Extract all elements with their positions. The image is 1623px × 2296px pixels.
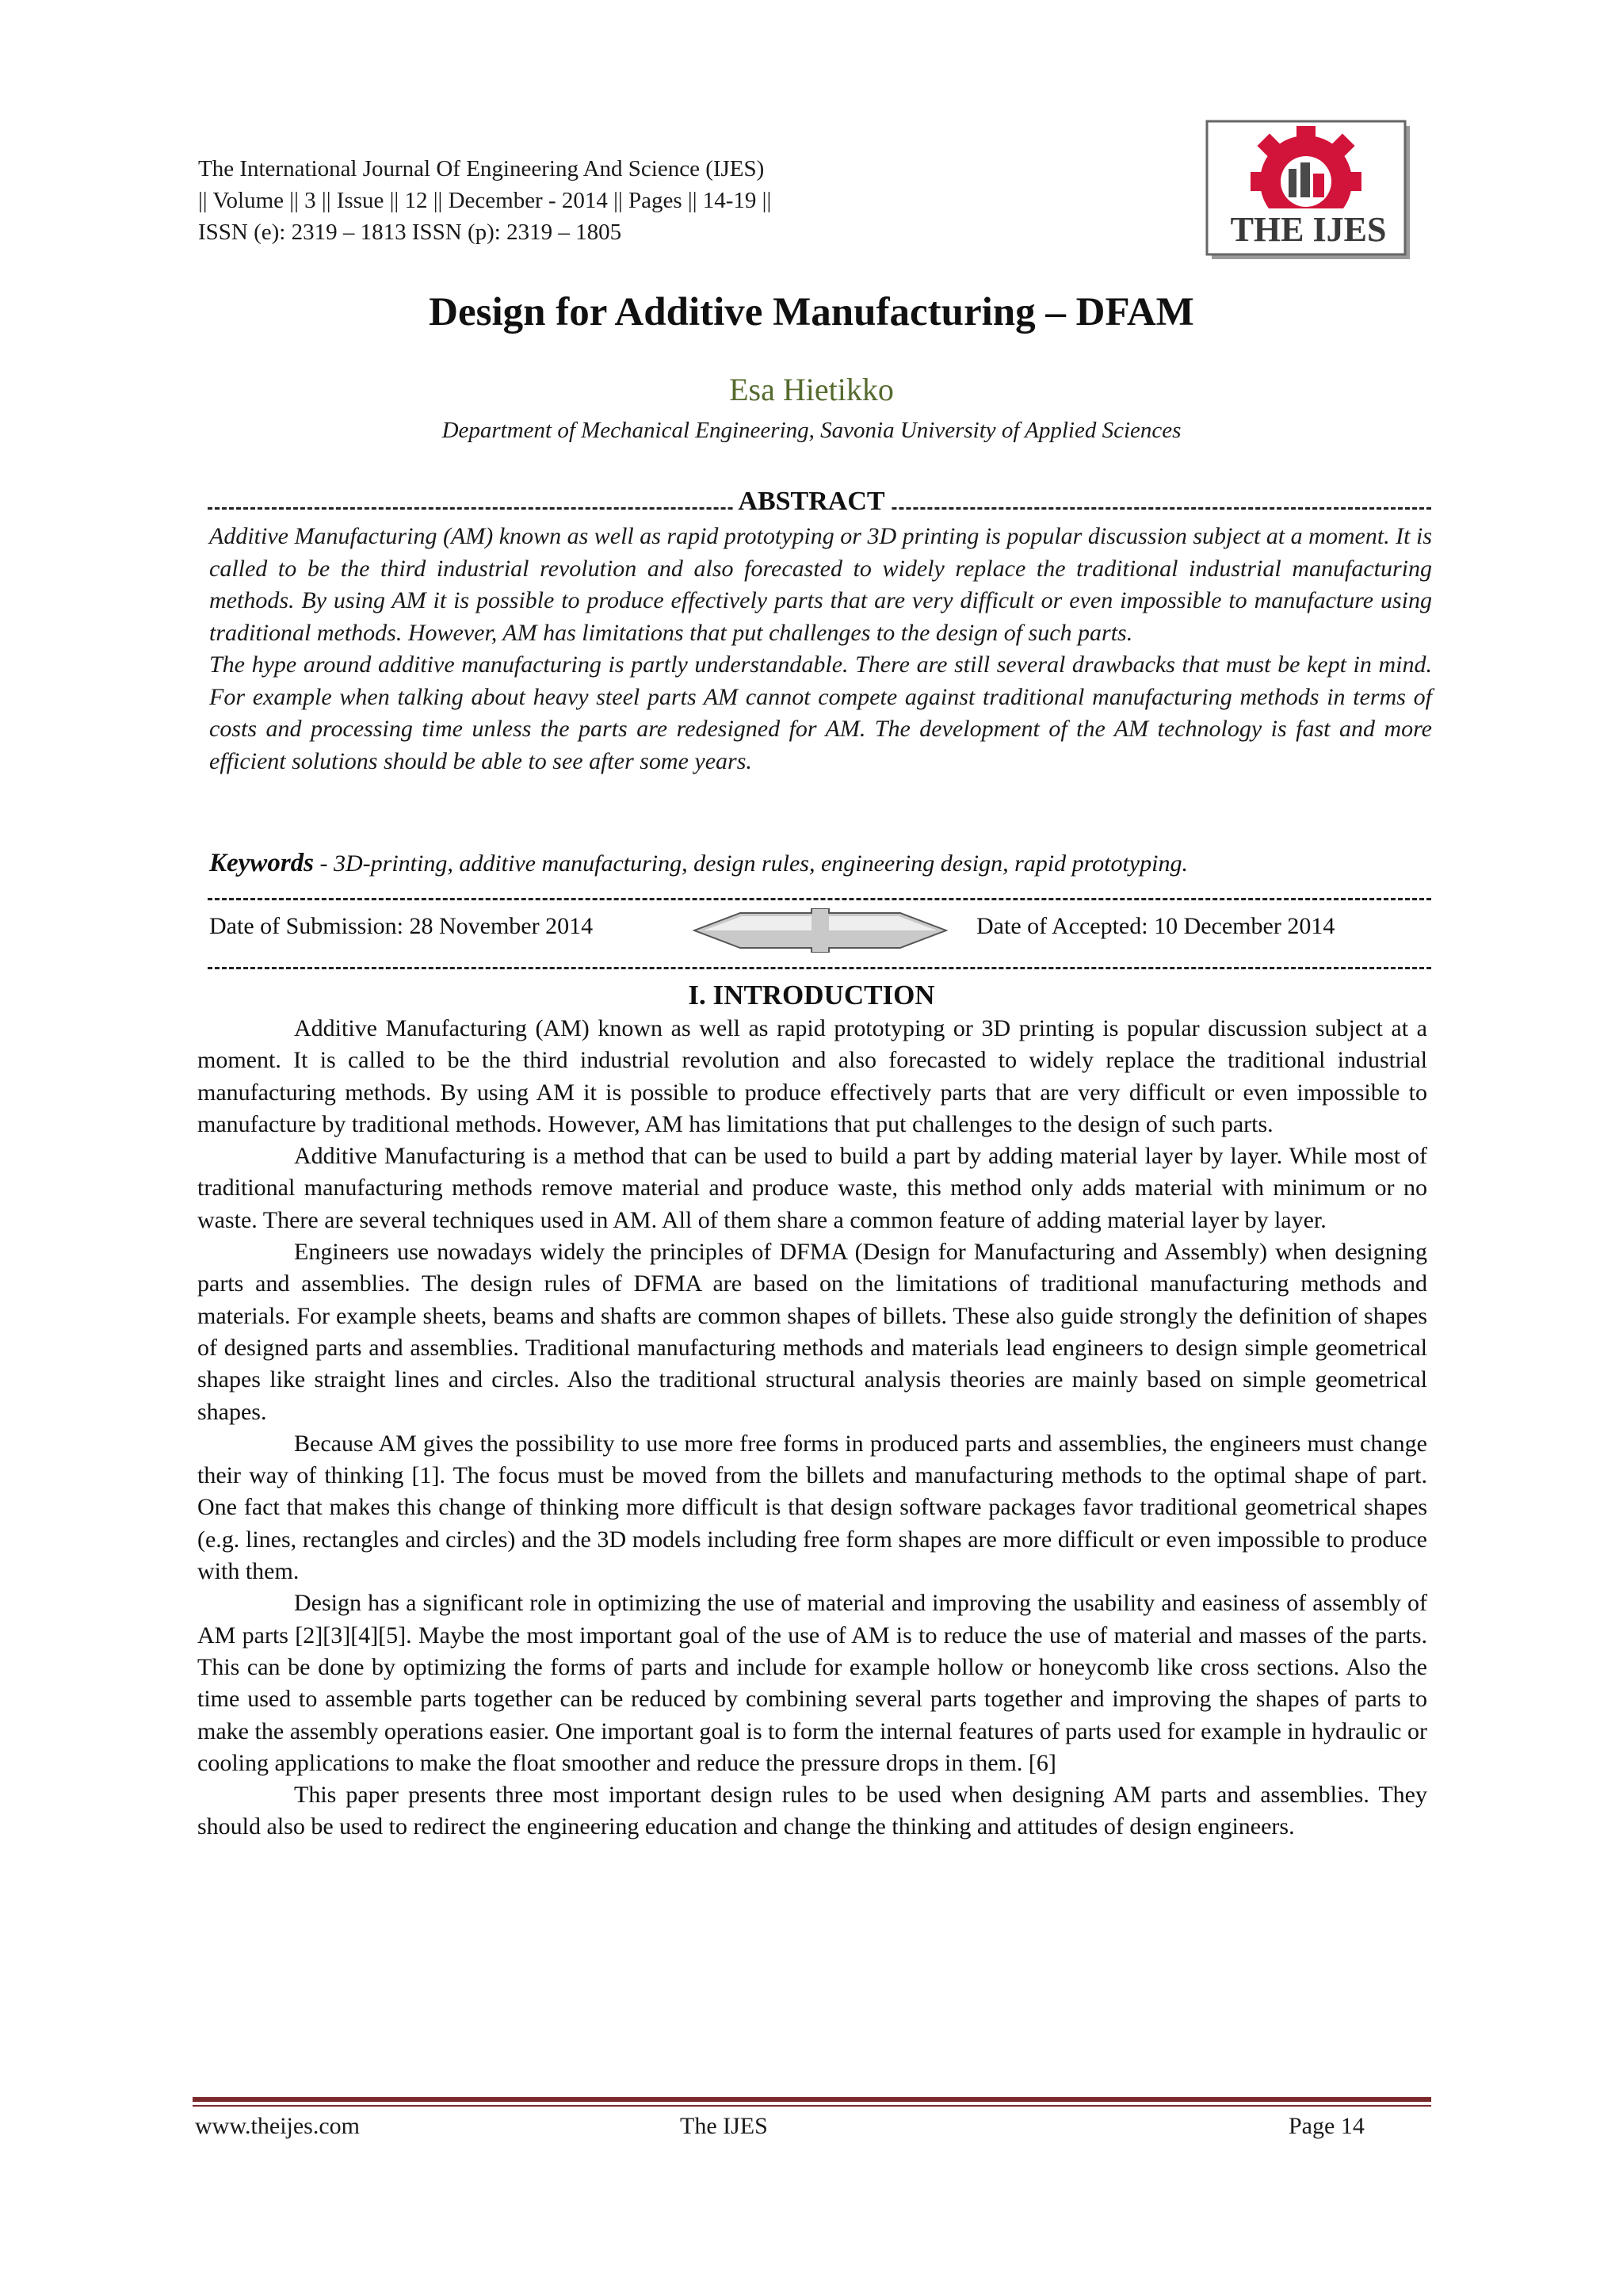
author-affiliation: Department of Mechanical Engineering, Savonia University of Applied Sciences [441,418,1182,443]
section-heading-introduction: I. INTRODUCTION [688,980,935,1010]
abstract-body [209,521,1432,777]
abstract-paragraph: Additive Manufacturing (AM) known as well as rapid prototyping or 3D printing is popular discussion subject at a moment. It is called to be the third industrial revolution and also forecasted to widely replace the traditional industrial manufacturing methods. By using AM it is possible to produce effectively parts that are very difficult or even impossible to manufacture using traditional methods. However, AM has limitations that put challenges to the design of such parts. [209,523,1432,646]
dates-dashed-rule [208,967,1431,969]
body-paragraph: Additive Manufacturing is a method that can be used to build a part by adding material layer by layer. While most of traditional manufacturing methods remove material and produce waste, this method only adds material with minimum or no waste. There are several techniques used in AM. All of them share a common feature of adding material layer by layer. [197,1143,1427,1233]
body-paragraph: This paper presents three most important design rules to be used when designing AM parts and assemblies. They should also be used to redirect the engineering education and change the thinking and attitudes of design engineers. [197,1782,1427,1840]
paper-title: Design for Additive Manufacturing – DFAM [429,290,1194,334]
footer-page-number: Page 14 [1289,2113,1365,2139]
abstract-paragraph: The hype around additive manufacturing is partly understandable. There are still several drawbacks that must be kept in mind. For example when talking about heavy steel parts AM cannot compete against traditional manufacturing methods in terms of costs and processing time unless the parts are redesigned for AM. The development of the AM technology is fast and more efficient solutions should be able to see after some years. [209,651,1432,774]
footer-rule-thin [193,2105,1431,2107]
keywords-label: Keywords [209,849,314,877]
keywords [209,849,1432,878]
journal-name: The International Journal Of Engineering And Science (IJES) [198,156,765,181]
abstract-heading-text: ABSTRACT [733,487,889,516]
body-paragraph: Engineers use nowadays widely the principles of DFMA (Design for Manufacturing and Assembly) when designing parts and assemblies. The design rules of DFMA are based on the limitations of traditional manufacturing methods and materials. For example sheets, beams and shafts are common shapes of billets. These also guide strongly the definition of shapes of designed parts and assemblies. Traditional manufacturing methods and materials lead engineers to design simple geometrical shapes like straight lines and circles. Also the traditional structural analysis theories are mainly based on simple geometrical shapes. [197,1239,1427,1425]
footer-website: www.theijes.com [195,2113,361,2139]
journal-header [198,153,771,248]
footer-journal: The IJES [680,2113,768,2139]
date-of-submission: Date of Submission: 28 November 2014 [209,913,594,939]
volume-line: || Volume || 3 || Issue || 12 || December - 2014 || Pages || 14-19 || [198,188,772,213]
body-paragraph: Additive Manufacturing (AM) known as well as rapid prototyping or 3D printing is popular discussion subject at a moment. It is called to be the third industrial revolution and also forecasted to widely replace the traditional industrial manufacturing methods. By using AM it is possible to produce effectively parts that are very difficult or even impossible to manufacture by traditional methods. However, AM has limitations that put challenges to the design of such parts. [197,1015,1427,1137]
dates-row [209,913,1432,948]
ijes-logo-graphic [1205,120,1413,262]
body-paragraph: Because AM gives the possibility to use more free forms in produced parts and assemblies, the engineers must change their way of thinking [1]. The focus must be moved from the billets and manufacturing methods to the optimal shape of part. One fact that makes this change of thinking more difficult is that design software packages favor traditional geometrical shapes (e.g. lines, rectangles and circles) and the 3D models including free form shapes are more difficult or even impossible to produce with them. [197,1430,1427,1585]
keywords-dashed-rule [208,898,1431,900]
logo-text: THE IJES [1230,210,1387,249]
introduction-body [197,1013,1427,1843]
date-of-accepted: Date of Accepted: 10 December 2014 [976,913,1335,939]
keywords-text: - 3D-printing, additive manufacturing, design rules, engineering design, rapid prototyping. [314,850,1188,877]
body-paragraph: Design has a significant role in optimizing the use of material and improving the usability and easiness of assembly of AM parts [2][3][4][5]. Maybe the most important goal of the use of AM is to reduce the use of material and masses of the parts. This can be done by optimizing the forms of parts and include for example hollow or honeycomb like cross sections. Also the time used to assemble parts together can be reduced by combining several parts together and improving the shapes of parts to make the assembly operations easier. One important goal is to form the internal features of parts used for example in hydraulic or cooling applications to make the float smoother and reduce the pressure drops in them. [6] [197,1590,1427,1776]
abstract-heading [0,487,1623,517]
author-name: Esa Hietikko [729,372,894,407]
double-arrow-icon [693,908,948,953]
ijes-logo [1205,120,1413,262]
issn-line: ISSN (e): 2319 – 1813 ISSN (p): 2319 – 1805 [198,220,622,245]
